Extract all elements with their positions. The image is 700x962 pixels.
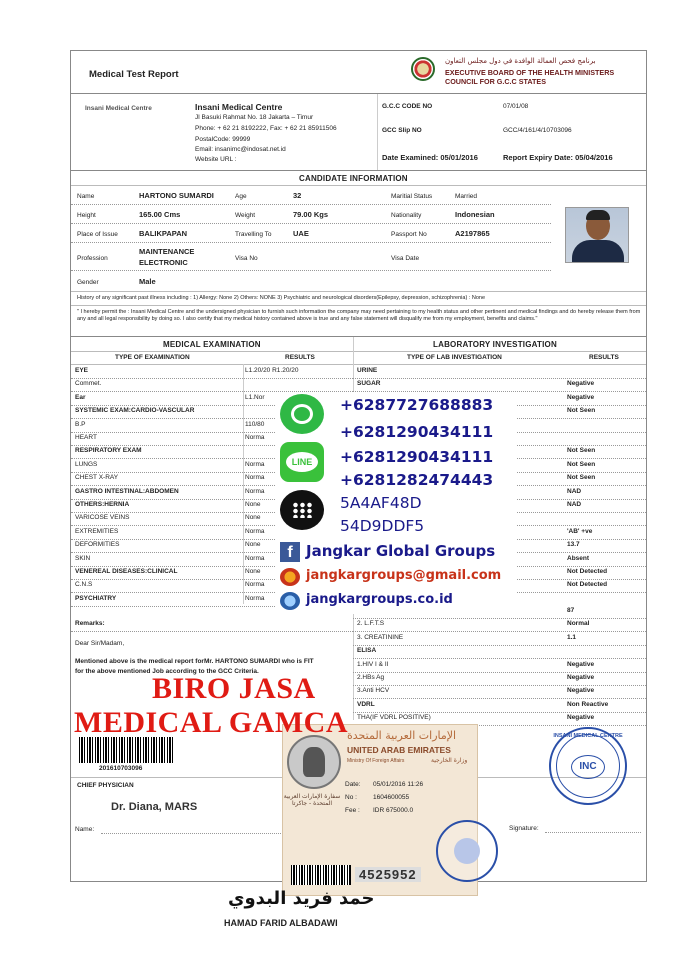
medical-row-result: L1.20/20 R1.20/20 [245, 367, 299, 374]
medical-row-result: Norma [245, 527, 265, 535]
uae-ministry-arabic: وزارة الخارجية [431, 757, 468, 764]
uae-ministry: Ministry Of Foreign Affairs [347, 758, 405, 764]
lab-row-result: Not Seen [567, 407, 596, 415]
lab-blood-row-divider [353, 658, 647, 659]
lab-row-result: 13.7 [567, 541, 580, 549]
travelling-label: Travelling To [235, 231, 272, 238]
medical-row-label: HEART [75, 434, 97, 441]
medical-row-label: OTHERS:HERNIA [75, 501, 130, 508]
uae-date-label: Date: [345, 781, 361, 788]
watermark-line-1: BIRO JASA [152, 672, 316, 705]
phone-1[interactable]: +6287727688883 [340, 396, 494, 414]
centre-address: Jl Basuki Rahmat No. 18 Jakarta – Timur [195, 114, 314, 121]
line-label: LINE [286, 452, 318, 472]
candidate-age: 32 [293, 191, 302, 200]
date-examined: Date Examined: 05/01/2016 [382, 153, 478, 162]
centre-postal: PostalCode: 99999 [195, 136, 251, 143]
lab-blood-row-result: Normal [567, 620, 590, 628]
candidate-marital: Married [455, 193, 478, 200]
medical-row-label: LUNGS [75, 460, 98, 468]
lab-row-label: URINE [357, 367, 378, 374]
centre-phone: Phone: + 62 21 8192222, Fax: + 62 21 85911506 [195, 125, 337, 132]
uae-fee-label: Fee : [345, 807, 360, 814]
lab-blood-row-result: Negative [567, 674, 595, 681]
bbm-pin-2[interactable]: 54D9DDF5 [340, 517, 425, 535]
barcode-number: 201610703096 [99, 765, 143, 772]
lab-blood-row-label: 2.HBs Ag [357, 674, 385, 681]
phone-2[interactable]: +6281290434111 [340, 423, 494, 441]
candidate-travelling: UAE [293, 229, 309, 238]
lab-row-result: Absent [567, 554, 590, 562]
lab-blood-row-divider [353, 672, 647, 673]
lab-section-title: LABORATORY INVESTIGATION [433, 340, 557, 349]
report-expiry: Report Expiry Date: 05/04/2016 [503, 153, 613, 162]
medical-row-label: GASTRO INTESTINAL:ABDOMEN [75, 487, 179, 495]
signer-name: HAMAD FARID ALBADAWI [224, 918, 338, 928]
stamp-inner: INC [571, 755, 605, 779]
lab-blood-row-divider [353, 685, 647, 686]
embassy-round-stamp [436, 820, 498, 882]
uae-eagle-icon [287, 735, 341, 789]
candidate-passport: A2197865 [455, 229, 490, 238]
lab-row-result: NAD [567, 501, 582, 508]
medical-row-label: CHEST X-RAY [75, 474, 119, 482]
medical-row-label: DEFORMITIES [75, 541, 120, 549]
medical-row-label: C.N.S [75, 581, 93, 589]
stamp-text: INSANI MEDICAL CENTRE [553, 733, 623, 739]
lab-row-label: SUGAR [357, 380, 381, 388]
gender-label: Gender [77, 279, 99, 286]
report-barcode [79, 737, 175, 763]
medical-row-label: EYE [75, 367, 89, 374]
medical-row-result: Norma [245, 581, 265, 589]
lab-row-result: Not Seen [567, 447, 596, 455]
medical-row-label: SKIN [75, 554, 91, 562]
candidate-weight: 79.00 Kgs [293, 210, 329, 219]
medical-col-results: RESULTS [285, 354, 315, 361]
uae-serial: 4525952 [355, 867, 421, 882]
chief-physician-label: CHIEF PHYSICIAN [77, 782, 134, 789]
candidate-profession-1: MAINTENANCE [139, 247, 195, 256]
lab-blood-row-label: ELISA [357, 647, 377, 655]
lab-row-result: Not Detected [567, 581, 608, 589]
lab-blood-row-label: THA(IF VDRL POSITIVE) [357, 714, 431, 722]
whatsapp-icon [280, 394, 324, 434]
nationality-label: Nationality [391, 212, 422, 219]
medical-row-result: Norma [245, 474, 265, 482]
lab-row-result: Not Seen [567, 460, 596, 468]
lab-col-results: RESULTS [589, 354, 619, 361]
medical-col-type: TYPE OF EXAMINATION [115, 354, 190, 361]
medical-row-result: Norma [245, 434, 265, 441]
gcc-emblem-icon [411, 57, 435, 81]
uae-no-label: No : [345, 794, 357, 801]
illness-history: History of any significant past illness including : 1) Allergy: None 2) Others: NONE 3) Psychiatric and neurological disorders(Epilepsy, depression, schizophrenia) : None [77, 295, 486, 301]
candidate-profession-2: ELECTRONIC [139, 258, 188, 267]
insani-stamp [549, 727, 627, 805]
lab-blood-row-label: VDRL [357, 700, 375, 708]
candidate-gender: Male [139, 277, 156, 286]
medical-row-label: PSYCHIATRY [75, 594, 117, 602]
lab-blood-row-result: Non Reactive [567, 700, 609, 708]
medical-row-label: SYSTEMIC EXAM:CARDIO-VASCULAR [75, 407, 195, 415]
line-icon [280, 442, 324, 482]
medical-row-result: 110/80 [245, 420, 265, 428]
uae-title-arabic: الإمارات العربية المتحدة [347, 729, 457, 742]
gcc-code-label: G.C.C CODE NO [382, 103, 433, 110]
facebook-name[interactable]: Jangkar Global Groups [306, 542, 496, 560]
lab-row-divider [353, 378, 647, 379]
salutation: Dear Sir/Madam, [75, 640, 125, 647]
profession-label: Profession [77, 255, 108, 262]
lab-blood-row-divider [353, 645, 647, 646]
medical-row-label: Ear [75, 393, 86, 401]
lab-row-result: NAD [567, 487, 582, 495]
lab-blood-row-label: 2. L.F.T.S [357, 620, 385, 628]
medical-row-result: Norma [245, 554, 265, 562]
uae-title-english: UNITED ARAB EMIRATES [347, 745, 451, 755]
lab-row-result: Not Detected [567, 568, 608, 575]
medical-row-result: L1.Nor [245, 393, 265, 401]
age-label: Age [235, 193, 247, 200]
medical-row-result: Norma [245, 594, 265, 602]
lab-blood-row-label: 3.Anti HCV [357, 687, 390, 695]
lab-blood-row-result: Negative [567, 687, 595, 695]
medical-row-result: None [245, 514, 261, 522]
centre-email: Email: insanimc@indosat.net.id [195, 146, 286, 153]
facebook-icon: f [280, 542, 300, 562]
lab-blood-row-divider [353, 631, 647, 632]
place-label: Place of Issue [77, 231, 118, 238]
height-label: Height [77, 212, 96, 219]
contact-advert-panel [276, 392, 516, 614]
board-line-2: COUNCIL FOR G.C.C STATES [445, 77, 547, 86]
signer-arabic: حمد فريد البدوي [228, 888, 375, 909]
bbm-pin-1[interactable]: 5A4AF48D [340, 494, 422, 512]
visa-no-label: Visa No [235, 255, 258, 262]
lab-blood-row-result: 1.1 [567, 633, 577, 641]
uae-no: 1604600055 [373, 794, 410, 801]
weight-label: Weight [235, 212, 256, 219]
medical-row-label: VENEREAL DISEASES:CLINICAL [75, 568, 178, 575]
marital-label: Maritial Status [391, 193, 433, 200]
doctor-name: Dr. Diana, MARS [111, 801, 198, 813]
watermark-line-2: MEDICAL GAMCA [74, 706, 348, 739]
medical-section-title: MEDICAL EXAMINATION [163, 340, 261, 349]
centre-name: Insani Medical Centre [195, 102, 283, 112]
candidate-section-title: CANDIDATE INFORMATION [299, 174, 408, 183]
lab-col-type: TYPE OF LAB INVESTIGATION [407, 354, 502, 361]
lab-row-result: Negative [567, 380, 595, 388]
blackberry-icon [280, 490, 324, 530]
board-arabic: برنامج فحص العمالة الوافدة في دول مجلس التعاون [445, 57, 596, 65]
lab-blood-row-result: Negative [567, 660, 595, 668]
centre-short-name: Insani Medical Centre [85, 105, 152, 112]
phone-3[interactable]: +6281290434111 [340, 448, 494, 466]
medical-row-label: EXTREMITIES [75, 527, 119, 535]
board-line-1: EXECUTIVE BOARD OF THE HEALTH MINISTERS [445, 68, 615, 77]
lab-blood-row-divider [353, 698, 647, 699]
lab-blood-row-label: 3. CREATININE [357, 633, 404, 641]
medical-row-result: None [245, 501, 261, 508]
advert-email[interactable]: jangkargroups@gmail.com [306, 568, 502, 583]
uae-embassy-arabic: سفارة الإمارات العربية المتحدة - جاكرتا [283, 793, 341, 807]
centre-website: Website URL : [195, 156, 237, 163]
lab-row-result: 'AB' +ve [567, 527, 593, 535]
candidate-name: HARTONO SUMARDI [139, 191, 214, 200]
candidate-photo [565, 207, 629, 263]
medical-row-label: Commet. [75, 380, 102, 388]
medical-row-label: VARICOSE VEINS [75, 514, 130, 522]
lab-blood-row-result: 87 [567, 607, 575, 614]
medical-row-result: Norma [245, 460, 265, 468]
report-title: Medical Test Report [89, 69, 179, 80]
passport-label: Passport No [391, 231, 427, 238]
uae-date: 05/01/2016 11:26 [373, 781, 424, 788]
fit-statement-2: for the above mentioned Job according to the GCC Criteria. [75, 668, 259, 675]
name-label: Name [77, 193, 95, 200]
candidate-nationality: Indonesian [455, 210, 495, 219]
remarks-label: Remarks: [75, 620, 105, 627]
advert-website[interactable]: jangkargroups.co.id [306, 592, 453, 607]
medical-row-label: B.P [75, 420, 86, 428]
phone-4[interactable]: +6281282474443 [340, 471, 494, 489]
globe-icon [280, 592, 300, 610]
uae-fee: IDR 675000.0 [373, 807, 414, 814]
lab-blood-row-divider [353, 618, 647, 619]
lab-row-result: Not Seen [567, 474, 596, 482]
visa-date-label: Visa Date [391, 255, 420, 262]
medical-row-divider [71, 378, 353, 379]
signature-label: Signature: [509, 825, 539, 832]
medical-row-result: Norma [245, 487, 265, 495]
name-label: Name: [75, 826, 95, 833]
gcc-slip-value: GCC/4/161/4/10703096 [503, 127, 572, 134]
medical-row-result: None [245, 541, 261, 549]
lab-blood-row-result: Negative [567, 714, 595, 722]
candidate-height: 165.00 Cms [139, 210, 181, 219]
candidate-declaration: " I hereby permit the : Insani Medical Centre and the undersigned physician to furnish such information the company may need pertaining to my health status and other pertinent and medical findings and do hereby release them from any and all legal responsibility by doing so. I also certify that my medical history contained above is true and any false statement will disqualify me from my employment, benefits and claims." [77, 309, 641, 322]
uae-stamp-barcode [291, 865, 351, 885]
gcc-code-value: 07/01/08 [503, 103, 529, 110]
medical-row-label: RESPIRATORY EXAM [75, 447, 142, 455]
fit-statement-1: Mentioned above is the medical report forMr. HARTONO SUMARDI who is FIT [75, 658, 314, 665]
email-icon [280, 568, 300, 586]
lab-blood-row-divider [353, 712, 647, 713]
lab-blood-row-label: 1.HIV I & II [357, 660, 389, 668]
medical-row-result: None [245, 568, 261, 575]
lab-row-result: Negative [567, 393, 595, 401]
gcc-slip-label: GCC Slip NO [382, 127, 422, 134]
candidate-place: BALIKPAPAN [139, 229, 188, 238]
